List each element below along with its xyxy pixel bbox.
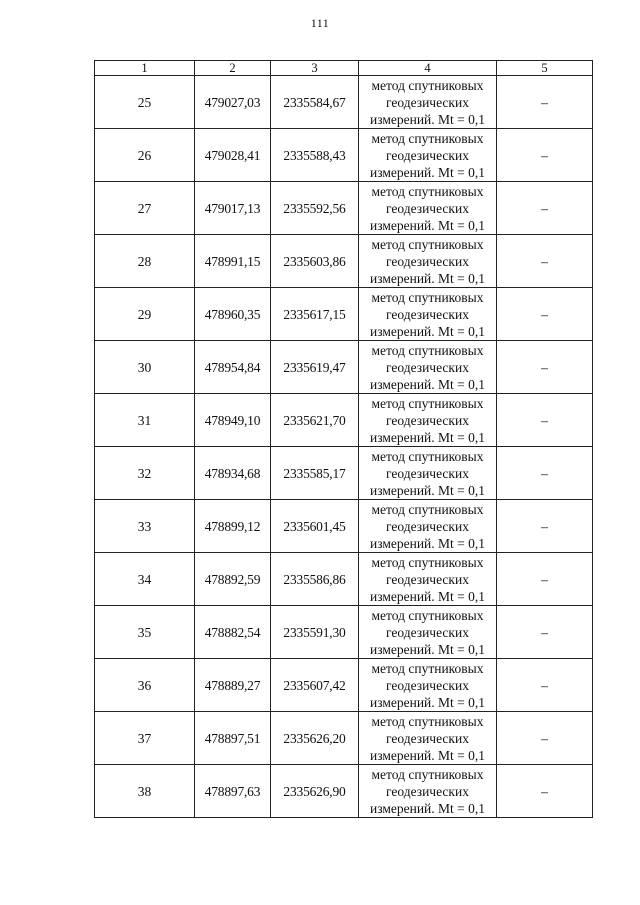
x-coordinate-cell: 478934,68 (195, 447, 271, 500)
table-row (95, 606, 593, 659)
table-row (95, 76, 593, 129)
method-line: измерений. Mt = 0,1 (369, 747, 486, 763)
point-number-cell: 28 (95, 235, 195, 288)
note-cell: – (497, 76, 593, 129)
table-row (95, 182, 593, 235)
method-cell (359, 394, 497, 447)
method-line: измерений. Mt = 0,1 (369, 535, 486, 551)
table-row (95, 129, 593, 182)
point-number-cell: 34 (95, 553, 195, 606)
method-line: метод спутниковых (371, 183, 484, 199)
method-line: геодезических (386, 571, 469, 587)
note-cell: – (497, 659, 593, 712)
x-coordinate-cell: 478882,54 (195, 606, 271, 659)
method-line: измерений. Mt = 0,1 (369, 588, 486, 604)
method-line: геодезических (386, 306, 469, 322)
method-cell (359, 341, 497, 394)
note-cell: – (497, 606, 593, 659)
x-coordinate-cell: 478899,12 (195, 500, 271, 553)
method-line: метод спутниковых (371, 289, 484, 305)
point-number-cell: 37 (95, 712, 195, 765)
y-coordinate-cell: 2335586,86 (271, 553, 359, 606)
method-line: геодезических (386, 624, 469, 640)
coordinates-table (94, 60, 593, 818)
point-number-cell: 32 (95, 447, 195, 500)
note-cell: – (497, 553, 593, 606)
method-line: метод спутниковых (371, 395, 484, 411)
table-row (95, 341, 593, 394)
method-line: метод спутниковых (371, 554, 484, 570)
method-cell (359, 235, 497, 288)
method-line: геодезических (386, 412, 469, 428)
table-row (95, 659, 593, 712)
x-coordinate-cell: 478889,27 (195, 659, 271, 712)
method-line: измерений. Mt = 0,1 (369, 376, 486, 392)
x-coordinate-cell: 479028,41 (195, 129, 271, 182)
table-row (95, 712, 593, 765)
y-coordinate-cell: 2335584,67 (271, 76, 359, 129)
method-line: измерений. Mt = 0,1 (369, 482, 486, 498)
method-line: метод спутниковых (371, 501, 484, 517)
method-line: метод спутниковых (371, 342, 484, 358)
note-cell: – (497, 288, 593, 341)
point-number-cell: 36 (95, 659, 195, 712)
point-number-cell: 38 (95, 765, 195, 818)
x-coordinate-cell: 478954,84 (195, 341, 271, 394)
y-coordinate-cell: 2335626,20 (271, 712, 359, 765)
method-line: геодезических (386, 783, 469, 799)
method-line: измерений. Mt = 0,1 (369, 694, 486, 710)
point-number-cell: 31 (95, 394, 195, 447)
y-coordinate-cell: 2335621,70 (271, 394, 359, 447)
method-line: геодезических (386, 518, 469, 534)
y-coordinate-cell: 2335591,30 (271, 606, 359, 659)
method-line: измерений. Mt = 0,1 (369, 323, 486, 339)
table-row (95, 500, 593, 553)
table-body (95, 76, 593, 818)
method-line: метод спутниковых (371, 766, 484, 782)
note-cell: – (497, 765, 593, 818)
method-line: геодезических (386, 465, 469, 481)
y-coordinate-cell: 2335592,56 (271, 182, 359, 235)
point-number-cell: 30 (95, 341, 195, 394)
point-number-cell: 35 (95, 606, 195, 659)
table-row (95, 235, 593, 288)
method-line: геодезических (386, 200, 469, 216)
method-line: геодезических (386, 147, 469, 163)
note-cell: – (497, 235, 593, 288)
method-line: измерений. Mt = 0,1 (369, 641, 486, 657)
method-line: измерений. Mt = 0,1 (369, 217, 486, 233)
method-line: геодезических (386, 677, 469, 693)
table-row (95, 553, 593, 606)
x-coordinate-cell: 479027,03 (195, 76, 271, 129)
y-coordinate-cell: 2335585,17 (271, 447, 359, 500)
method-cell (359, 553, 497, 606)
method-line: измерений. Mt = 0,1 (369, 800, 486, 816)
method-cell (359, 129, 497, 182)
x-coordinate-cell: 478960,35 (195, 288, 271, 341)
method-cell (359, 765, 497, 818)
header-col-3: 3 (271, 61, 359, 76)
method-line: метод спутниковых (371, 236, 484, 252)
y-coordinate-cell: 2335588,43 (271, 129, 359, 182)
table-row (95, 765, 593, 818)
method-line: измерений. Mt = 0,1 (369, 429, 486, 445)
note-cell: – (497, 447, 593, 500)
x-coordinate-cell: 479017,13 (195, 182, 271, 235)
x-coordinate-cell: 478991,15 (195, 235, 271, 288)
method-line: геодезических (386, 94, 469, 110)
method-line: геодезических (386, 253, 469, 269)
y-coordinate-cell: 2335619,47 (271, 341, 359, 394)
point-number-cell: 29 (95, 288, 195, 341)
point-number-cell: 27 (95, 182, 195, 235)
method-cell (359, 447, 497, 500)
y-coordinate-cell: 2335603,86 (271, 235, 359, 288)
method-cell (359, 500, 497, 553)
method-line: метод спутниковых (371, 713, 484, 729)
note-cell: – (497, 182, 593, 235)
x-coordinate-cell: 478897,63 (195, 765, 271, 818)
note-cell: – (497, 712, 593, 765)
point-number-cell: 25 (95, 76, 195, 129)
note-cell: – (497, 129, 593, 182)
method-line: метод спутниковых (371, 130, 484, 146)
header-col-4: 4 (359, 61, 497, 76)
y-coordinate-cell: 2335607,42 (271, 659, 359, 712)
note-cell: – (497, 394, 593, 447)
method-cell (359, 76, 497, 129)
y-coordinate-cell: 2335601,45 (271, 500, 359, 553)
method-line: геодезических (386, 730, 469, 746)
method-line: метод спутниковых (371, 660, 484, 676)
table-row (95, 394, 593, 447)
method-line: измерений. Mt = 0,1 (369, 111, 486, 127)
method-line: метод спутниковых (371, 77, 484, 93)
method-cell (359, 659, 497, 712)
method-line: метод спутниковых (371, 448, 484, 464)
page-number: 111 (310, 16, 330, 30)
method-line: метод спутниковых (371, 607, 484, 623)
point-number-cell: 26 (95, 129, 195, 182)
y-coordinate-cell: 2335626,90 (271, 765, 359, 818)
method-cell (359, 712, 497, 765)
method-line: измерений. Mt = 0,1 (369, 164, 486, 180)
method-line: измерений. Mt = 0,1 (369, 270, 486, 286)
table-header-row (95, 61, 593, 76)
method-cell (359, 606, 497, 659)
table-row (95, 447, 593, 500)
x-coordinate-cell: 478892,59 (195, 553, 271, 606)
note-cell: – (497, 341, 593, 394)
header-col-1: 1 (95, 61, 195, 76)
method-line: геодезических (386, 359, 469, 375)
header-col-5: 5 (497, 61, 593, 76)
note-cell: – (497, 500, 593, 553)
method-cell (359, 182, 497, 235)
x-coordinate-cell: 478949,10 (195, 394, 271, 447)
header-col-2: 2 (195, 61, 271, 76)
x-coordinate-cell: 478897,51 (195, 712, 271, 765)
point-number-cell: 33 (95, 500, 195, 553)
y-coordinate-cell: 2335617,15 (271, 288, 359, 341)
method-cell (359, 288, 497, 341)
table-row (95, 288, 593, 341)
